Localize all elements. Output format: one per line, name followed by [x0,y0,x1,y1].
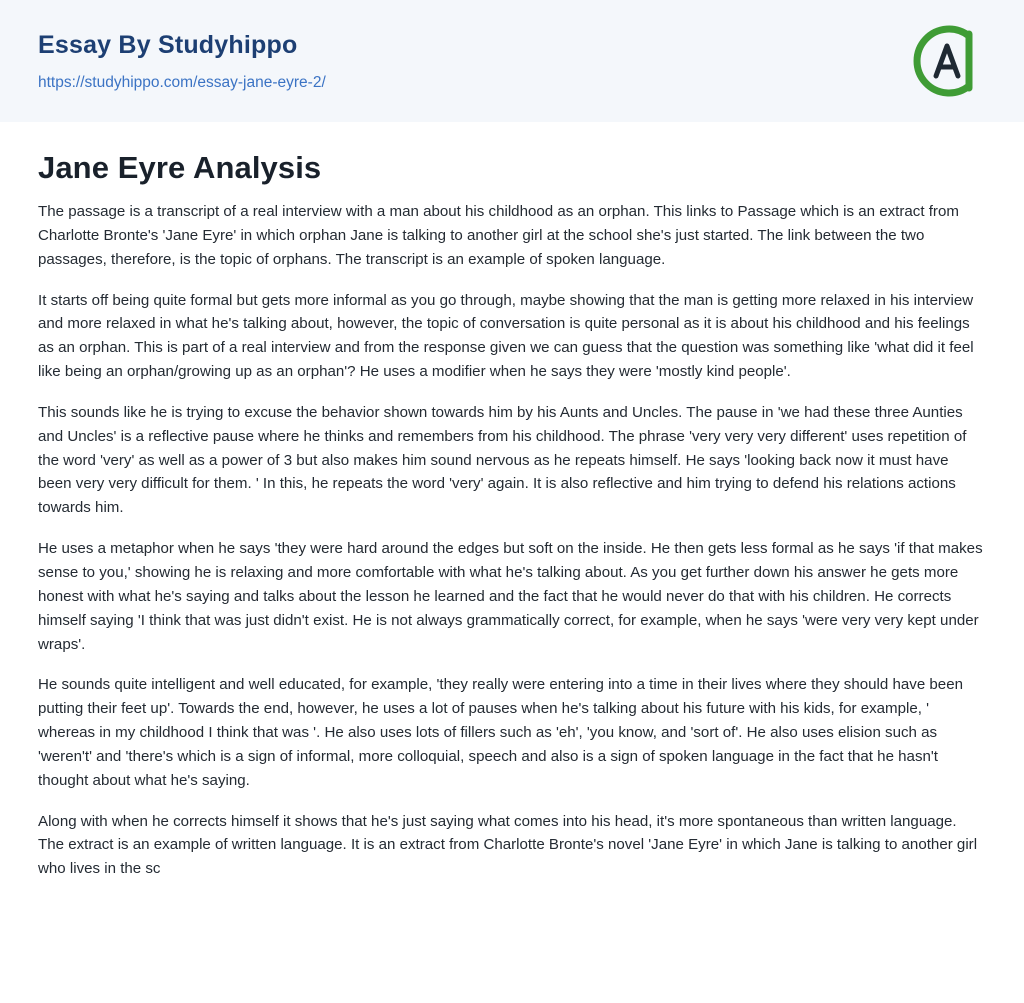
circular-a-logo-icon [908,22,986,100]
essay-paragraph: Along with when he corrects himself it shows that he's just saying what comes into his head, it's more spontaneous than written language. The extract is an example of written language. It is an extract from Charlotte Bronte's novel 'Jane Eyre' in which Jane is talking to another girl who lives in the sc [38,812,978,878]
document-body [0,122,1024,881]
site-header [0,0,1024,122]
page-title: Jane Eyre Analysis [38,150,322,185]
essay-paragraph: He sounds quite intelligent and well educated, for example, 'they really were entering into a time in their lives where they should have been putting their feet up'. Towards the end, however, he uses a lot of pauses when he's talking about his future with his kids, for example, ' whereas in my childhood I think that was '. He also uses lots of fillers such as 'eh', 'you know, and 'sort of'. He also uses elision such as 'weren't' and 'there's which is a sign of informal, more colloquial, speech and also is a sign of spoken language in the fact that he hasn't thought about what he's saying. [38,676,963,789]
site-brand-title: Essay By Studyhippo [38,31,298,59]
essay-paragraph: This sounds like he is trying to excuse the behavior shown towards him by his Aunts and Uncles. The pause in 'we had these three Aunties and Uncles' is a reflective pause where he thinks and remembers from his childhood. The phrase 'very very very different' uses repetition of the word 'very' as well as a power of 3 but also makes him sound nervous as he repeats himself. He says 'looking back now it must have been very very difficult for them. ' In this, he repeats the word 'very' again. It is also reflective and him trying to defend his relations actions towards him. [38,403,967,517]
source-url-link[interactable]: https://studyhippo.com/essay-jane-eyre-2/ [38,74,326,91]
essay-paragraph: It starts off being quite formal but gets more informal as you go through, maybe showing that the man is getting more relaxed in his interview and more relaxed in what he's talking about, however, the topic of conversation is quite personal as it is about his childhood and his feelings as an orphan. This is part of a real interview and from the response given we can guess that the question was something like 'what did it feel like being an orphan/growing up as an orphan'? He uses a modifier when he says they were 'mostly kind people'. [38,291,974,381]
essay-paragraph: He uses a metaphor when he says 'they were hard around the edges but soft on the inside. He then gets less formal as he says 'if that makes sense to you,' showing he is relaxing and more comfortable with what he's talking about. As you get further down his answer he gets more honest with what he's saying and talks about the lesson he learned and the fact that he would never do that with his children. He corrects himself saying 'I think that was just didn't exist. He is not always grammatically correct, for example, when he says 'were very very kept under wraps'. [38,540,983,653]
essay-paragraph: The passage is a transcript of a real interview with a man about his childhood as an orphan. This links to Passage which is an extract from Charlotte Bronte's 'Jane Eyre' in which orphan Jane is talking to another girl at the school she's just started. The link between the two passages, therefore, is the topic of orphans. The transcript is an example of spoken language. [38,203,959,268]
